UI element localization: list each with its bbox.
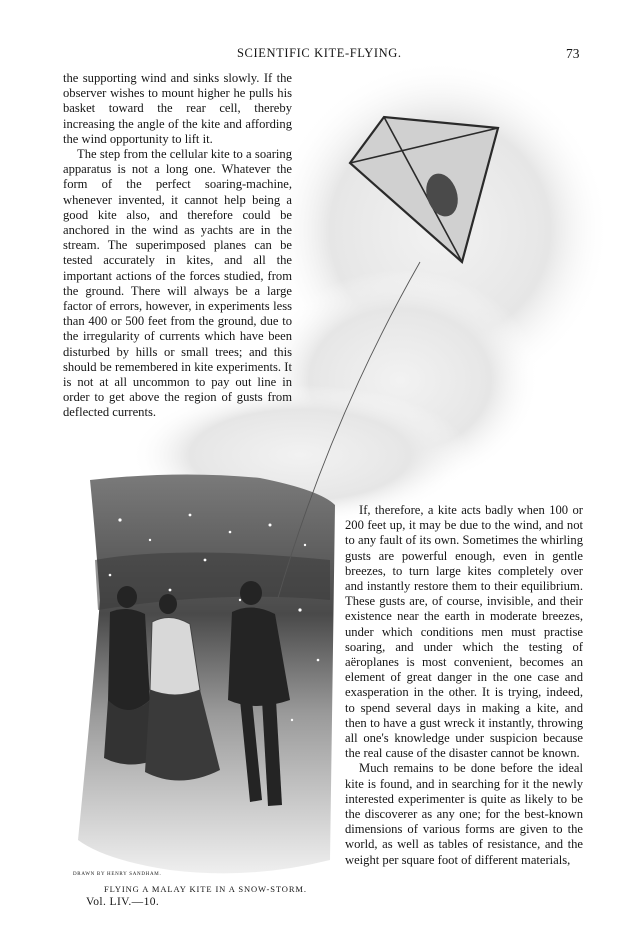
paragraph: Much remains to be done before the ideal kite is found, and in searching for it the newly interested experimenter is quite as likely to be the discoverer as any one; for the best-known dimensions of various forms are given to the world, as well as tables of resistance, and the weight per square foot of different materials,	[345, 761, 583, 867]
text-column-left	[63, 71, 292, 421]
paragraph: the supporting wind and sinks slowly. If the observer wishes to mount higher he pulls his basket toward the rear cell, thereby increasing the angle of the kite and affording the wind opportunity to lift it.	[63, 71, 292, 146]
artist-credit: DRAWN BY HENRY SANDHAM.	[73, 872, 162, 877]
volume-folio: Vol. LIV.—10.	[86, 896, 160, 908]
page-number: 73	[566, 46, 580, 61]
illustration-caption: FLYING A MALAY KITE IN A SNOW-STORM.	[104, 884, 307, 894]
text-column-right	[345, 503, 583, 868]
paragraph: The step from the cellular kite to a soaring apparatus is not a long one. Whatever the form of the perfect soaring-machine, whenever invented, it cannot help being a good kite also, and therefore could be anchored in the wind as yachts are in the stream. The superimposed planes can be tested accurately in kites, and all the important actions of the forces studied, from the ground. There will always be a large factor of errors, however, in experiments less than 400 or 500 feet from the ground, due to the irregularity of currents which have been disturbed by hills or small trees; and this should be remembered in kite experiments. It is not at all uncommon to pay out line in order to get above the region of gusts from deflected currents.	[63, 147, 292, 420]
paragraph: If, therefore, a kite acts badly when 100 or 200 feet up, it may be due to the wind, and not to any fault of its own. Sometimes the whirling gusts are powerful enough, even in gentle breezes, to turn large kites completely over and instantly restore them to their equilibrium. These gusts are, of course, invisible, and their existence near the earth in moderate breezes, under which conditions men must practise soaring, and under which the testing of aëroplanes is most convenient, becomes an element of great danger in the one case and exasperation in the other. It is trying, indeed, to spend several days in making a kite, and then to have a gust wreck it instantly, throwing all one's knowledge under suspicion because the real cause of the disaster cannot be known.	[345, 503, 583, 761]
running-title: SCIENTIFIC KITE-FLYING.	[237, 46, 402, 60]
